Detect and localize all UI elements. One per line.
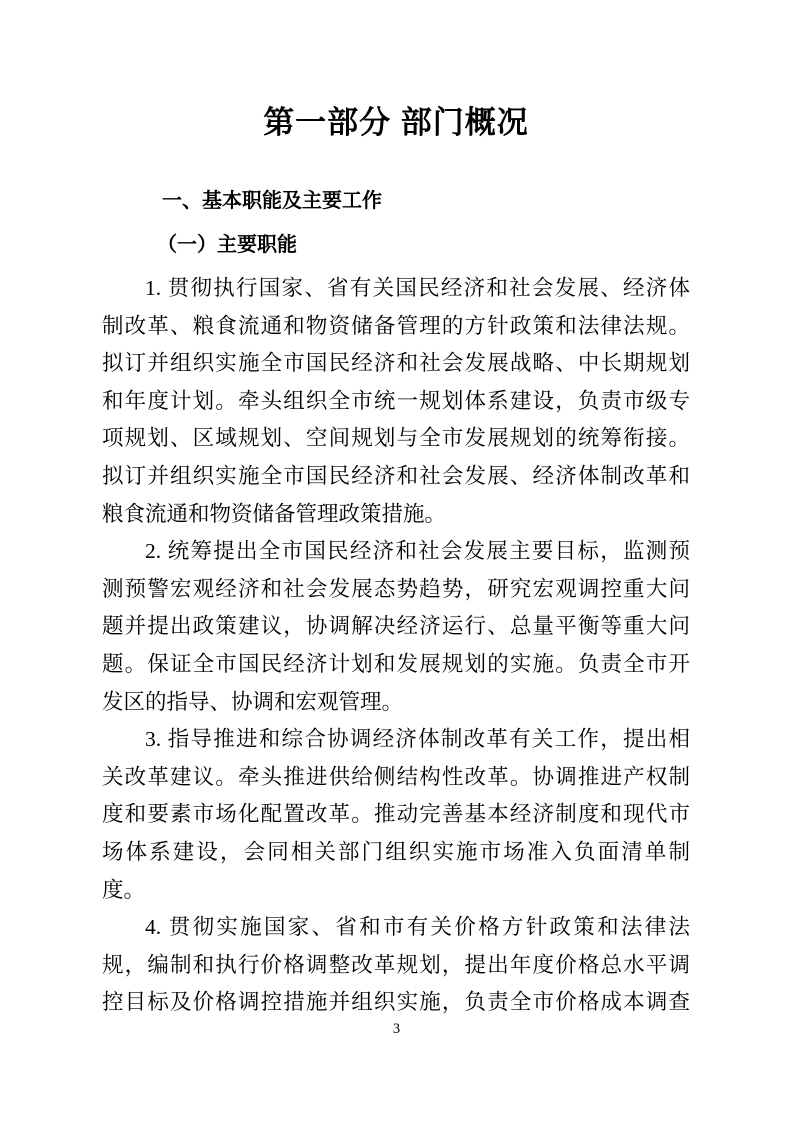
paragraph-4 <box>102 909 690 1022</box>
subsection-heading: （一）主要职能 <box>157 234 297 256</box>
text-line: 项规划、区域规划、空间规划与全市发展规划的统筹衔接。 <box>102 426 690 451</box>
text-line: 发区的指导、协调和宏观管理。 <box>102 689 404 714</box>
text-line: 3. 指导推进和综合协调经济体制改革有关工作，提出相 <box>145 727 690 752</box>
page-title: 第一部分 部门概况 <box>263 105 529 140</box>
text-line: 题并提出政策建议，协调解决经济运行、总量平衡等重大问 <box>102 614 690 639</box>
text-line: 场体系建设，会同相关部门组织实施市场准入负面清单制 <box>102 839 690 864</box>
text-line: 度。 <box>102 877 146 902</box>
section-heading: 一、基本职能及主要工作 <box>162 190 382 212</box>
text-line: 拟订并组织实施全市国民经济和社会发展战略、中长期规划 <box>102 351 690 376</box>
page-number: 3 <box>392 1021 401 1037</box>
text-line: 测预警宏观经济和社会发展态势趋势，研究宏观调控重大问 <box>102 576 690 601</box>
text-line: 控目标及价格调控措施并组织实施，负责全市价格成本调查 <box>102 990 690 1015</box>
text-line: 题。保证全市国民经济计划和发展规划的实施。负责全市开 <box>102 651 690 676</box>
text-line: 1. 贯彻执行国家、省有关国民经济和社会发展、经济体 <box>145 276 690 300</box>
paragraph-2 <box>102 533 690 721</box>
text-line: 和年度计划。牵头组织全市统一规划体系建设，负责市级专 <box>102 388 690 413</box>
text-line: 度和要素市场化配置改革。推动完善基本经济制度和现代市 <box>102 802 690 827</box>
text-line: 2. 统筹提出全市国民经济和社会发展主要目标，监测预 <box>145 539 690 564</box>
text-line: 规，编制和执行价格调整改革规划，提出年度价格总水平调 <box>102 952 690 977</box>
text-line: 制改革、粮食流通和物资储备管理的方针政策和法律法规。 <box>102 313 690 338</box>
text-line: 4. 贯彻实施国家、省和市有关价格方针政策和法律法 <box>145 915 690 940</box>
paragraph-1 <box>102 270 690 533</box>
document-body <box>102 270 690 1022</box>
text-line: 拟订并组织实施全市国民经济和社会发展、经济体制改革和 <box>102 463 690 488</box>
paragraph-3 <box>102 721 690 909</box>
text-line: 关改革建议。牵头推进供给侧结构性改革。协调推进产权制 <box>102 764 690 789</box>
text-line: 粮食流通和物资储备管理政策措施。 <box>102 501 447 526</box>
